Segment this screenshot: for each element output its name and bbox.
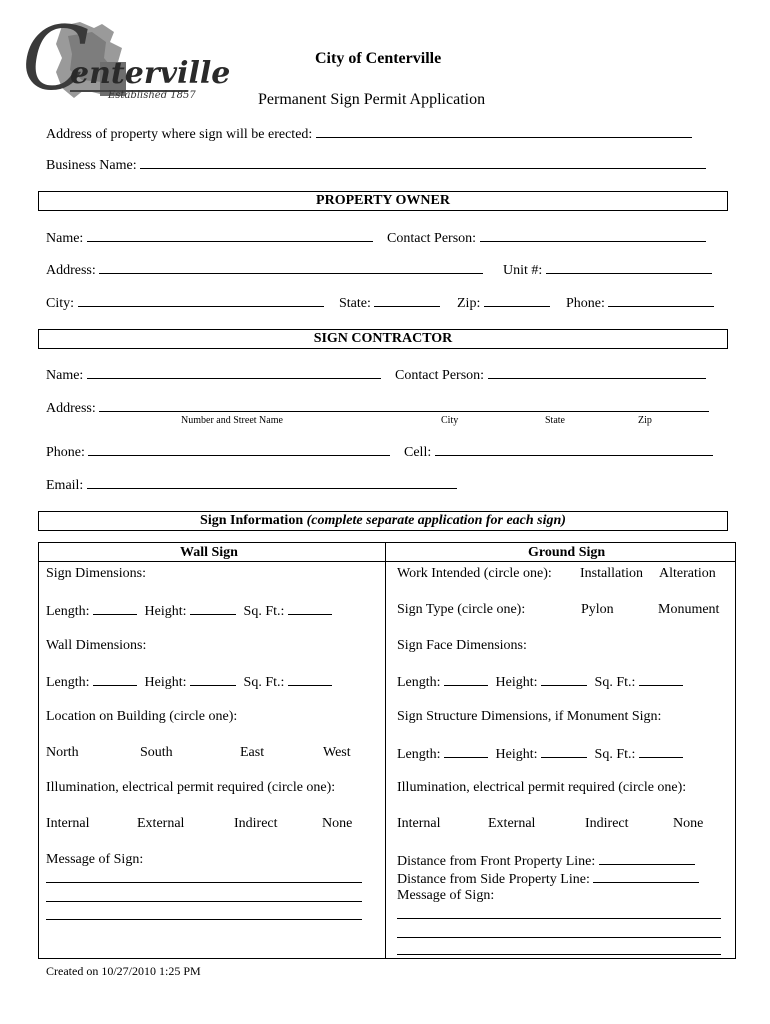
contractor-phone-row: [46, 443, 390, 461]
wall-sign-heading: Wall Sign: [180, 545, 238, 560]
ground-message-line-2[interactable]: [397, 925, 721, 938]
contractor-phone-label: Phone:: [46, 445, 85, 460]
contractor-cell-label: Cell:: [404, 445, 432, 460]
ground-option-internal[interactable]: Internal: [397, 816, 441, 831]
wall-illumination-label: Illumination, electrical permit required (circle one):: [46, 780, 336, 795]
wall-dim-row: [46, 673, 332, 691]
wall-option-east[interactable]: East: [240, 745, 265, 760]
logo-wordmark: enterville: [70, 56, 231, 91]
wall-option-internal[interactable]: Internal: [46, 816, 90, 831]
wall-option-west[interactable]: West: [323, 745, 351, 760]
ground-structure-length-field[interactable]: [444, 745, 488, 758]
business-name-field[interactable]: [140, 156, 706, 169]
address-sub-city: City: [441, 415, 459, 426]
walldim-length-label: Length:: [46, 675, 90, 690]
address-sub-street: Number and Street Name: [181, 415, 283, 426]
wall-length-field[interactable]: [93, 602, 137, 615]
ground-structure-sqft-field[interactable]: [639, 745, 683, 758]
contractor-contact-row: [395, 366, 706, 384]
owner-state-label: State:: [339, 296, 371, 311]
ground-structure-height-label: Height:: [495, 747, 538, 762]
wall-message-line-1[interactable]: [46, 870, 362, 883]
contractor-name-field[interactable]: [87, 366, 381, 379]
business-name-row: [46, 156, 706, 174]
contractor-email-row: [46, 476, 457, 494]
contractor-email-field[interactable]: [87, 476, 457, 489]
logo-initial: C: [22, 7, 90, 110]
wall-height-label: Height:: [144, 604, 187, 619]
wall-option-north[interactable]: North: [46, 745, 79, 760]
ground-sign-heading: Ground Sign: [528, 545, 606, 560]
owner-address-row: [46, 261, 483, 279]
walldim-sqft-field[interactable]: [288, 673, 332, 686]
ground-option-monument[interactable]: Monument: [658, 602, 720, 617]
wall-message-line-3[interactable]: [46, 907, 362, 920]
contractor-address-row: [46, 399, 709, 417]
business-name-label: Business Name:: [46, 158, 137, 173]
ground-face-sqft-field[interactable]: [639, 673, 683, 686]
wall-height-field[interactable]: [190, 602, 236, 615]
ground-illumination-label: Illumination, electrical permit required (circle one):: [397, 780, 687, 795]
owner-state-field[interactable]: [374, 294, 440, 307]
ground-side-field[interactable]: [593, 870, 699, 883]
ground-face-height-label: Height:: [495, 675, 538, 690]
sign-info-title: Sign Information: [200, 513, 304, 528]
ground-face-label: Sign Face Dimensions:: [397, 638, 527, 653]
ground-work-row: [397, 566, 552, 582]
wall-message-label: Message of Sign:: [46, 852, 144, 867]
wall-dimensions-label: Wall Dimensions:: [46, 638, 147, 653]
sign-info-note: (complete separate application for each sign): [306, 513, 566, 528]
ground-face-row: [397, 673, 683, 691]
wall-sign-dimensions: Sign Dimensions:: [46, 566, 146, 581]
owner-address-field[interactable]: [99, 261, 483, 274]
owner-city-label: City:: [46, 296, 75, 311]
ground-front-label: Distance from Front Property Line:: [397, 854, 596, 869]
owner-contact-label: Contact Person:: [387, 231, 477, 246]
sign-table-header-rule: [38, 561, 736, 562]
wall-length-label: Length:: [46, 604, 90, 619]
wall-sqft-field[interactable]: [288, 602, 332, 615]
contractor-cell-row: [404, 443, 713, 461]
ground-structure-sqft-label: Sq. Ft.:: [594, 747, 636, 762]
address-property-label: Address of property where sign will be erected:: [46, 127, 313, 142]
owner-state-row: [339, 294, 440, 312]
ground-option-pylon[interactable]: Pylon: [581, 602, 614, 617]
contractor-cell-field[interactable]: [435, 443, 713, 456]
owner-address-label: Address:: [46, 263, 96, 278]
contractor-name-row: [46, 366, 381, 384]
contractor-address-label: Address:: [46, 401, 96, 416]
walldim-length-field[interactable]: [93, 673, 137, 686]
ground-option-external[interactable]: External: [488, 816, 536, 831]
sign-contractor-heading-text: SIGN CONTRACTOR: [313, 331, 453, 346]
page-subtitle: Permanent Sign Permit Application: [258, 91, 486, 108]
owner-phone-row: [566, 294, 714, 312]
contractor-name-label: Name:: [46, 368, 84, 383]
ground-work-label: Work Intended (circle one):: [397, 566, 552, 581]
ground-message-line-3[interactable]: [397, 942, 721, 955]
owner-zip-row: [457, 294, 550, 312]
property-owner-heading-text: PROPERTY OWNER: [316, 193, 450, 208]
wall-location-label: Location on Building (circle one):: [46, 709, 238, 724]
ground-type-label: Sign Type (circle one):: [397, 602, 526, 617]
ground-side-label: Distance from Side Property Line:: [397, 872, 590, 887]
wall-option-none[interactable]: None: [322, 816, 353, 831]
contractor-phone-field[interactable]: [88, 443, 390, 456]
owner-phone-field[interactable]: [608, 294, 714, 307]
ground-option-alteration[interactable]: Alteration: [659, 566, 716, 581]
logo-established: Established 1857: [108, 90, 196, 101]
ground-option-indirect[interactable]: Indirect: [585, 816, 629, 831]
ground-side-row: [397, 870, 699, 888]
wall-option-external[interactable]: External: [137, 816, 185, 831]
owner-zip-label: Zip:: [457, 296, 481, 311]
owner-unit-row: [503, 261, 712, 279]
contractor-address-field[interactable]: [99, 399, 709, 412]
address-property-row: [46, 125, 692, 143]
sign-contractor-heading: [38, 329, 728, 349]
walldim-height-label: Height:: [144, 675, 187, 690]
sign-table-divider: [385, 542, 386, 958]
owner-unit-label: Unit #:: [503, 263, 543, 278]
walldim-height-field[interactable]: [190, 673, 236, 686]
owner-city-row: [46, 294, 324, 312]
contractor-contact-label: Contact Person:: [395, 368, 485, 383]
contractor-contact-field[interactable]: [488, 366, 706, 379]
wall-message-line-2[interactable]: [46, 889, 362, 902]
owner-city-field[interactable]: [78, 294, 324, 307]
wall-option-south[interactable]: South: [140, 745, 173, 760]
ground-option-installation[interactable]: Installation: [580, 566, 643, 581]
page-title: City of Centerville: [315, 50, 442, 67]
ground-face-height-field[interactable]: [541, 673, 587, 686]
ground-structure-height-field[interactable]: [541, 745, 587, 758]
ground-option-none[interactable]: None: [673, 816, 704, 831]
owner-zip-field[interactable]: [484, 294, 550, 307]
owner-phone-label: Phone:: [566, 296, 605, 311]
ground-face-sqft-label: Sq. Ft.:: [594, 675, 636, 690]
address-sub-zip: Zip: [638, 415, 652, 426]
contractor-email-label: Email:: [46, 478, 84, 493]
ground-face-length-field[interactable]: [444, 673, 488, 686]
owner-name-field[interactable]: [87, 229, 373, 242]
ground-structure-length-label: Length:: [397, 747, 441, 762]
wall-sqft-label: Sq. Ft.:: [243, 604, 285, 619]
owner-contact-field[interactable]: [480, 229, 706, 242]
created-timestamp: Created on 10/27/2010 1:25 PM: [46, 964, 201, 978]
sign-information-heading: [38, 511, 728, 531]
owner-name-row: [46, 229, 373, 247]
owner-name-label: Name:: [46, 231, 84, 246]
ground-message-line-1[interactable]: [397, 906, 721, 919]
city-logo: [22, 7, 231, 110]
owner-contact-row: [387, 229, 706, 247]
ground-front-row: [397, 852, 695, 870]
walldim-sqft-label: Sq. Ft.:: [243, 675, 285, 690]
address-sub-state: State: [545, 415, 565, 426]
property-owner-heading: [38, 191, 728, 211]
ground-message-label: Message of Sign:: [397, 888, 495, 903]
ground-front-field[interactable]: [599, 852, 695, 865]
ground-face-length-label: Length:: [397, 675, 441, 690]
wall-option-indirect[interactable]: Indirect: [234, 816, 278, 831]
ground-structure-label: Sign Structure Dimensions, if Monument Sign:: [397, 709, 662, 724]
wall-sign-dim-row: [46, 602, 332, 620]
owner-unit-field[interactable]: [546, 261, 712, 274]
address-property-field[interactable]: [316, 125, 692, 138]
ground-structure-row: [397, 745, 683, 763]
